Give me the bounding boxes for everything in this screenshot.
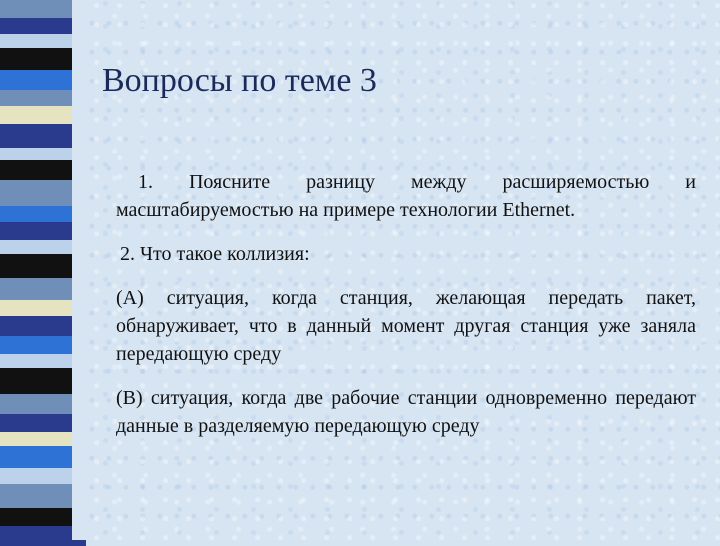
question-1: 1. Поясните разницу между расширяемостью и масштабируемостью на примере технологии Ethernet. [116, 171, 696, 221]
question-2: 2. Что такое коллизия: [120, 243, 310, 265]
slide-title: Вопросы по теме 3 [102, 62, 377, 99]
answer-option-a: (А) ситуация, когда станция, желающая передать пакет, обнаруживает, что в данный момент другая станция уже заняла передающую среду [116, 287, 696, 365]
stripe-gap [72, 0, 86, 540]
answer-option-b: (В) ситуация, когда две рабочие станции одновременно передают данные в разделяемую передающую среду [116, 387, 696, 437]
